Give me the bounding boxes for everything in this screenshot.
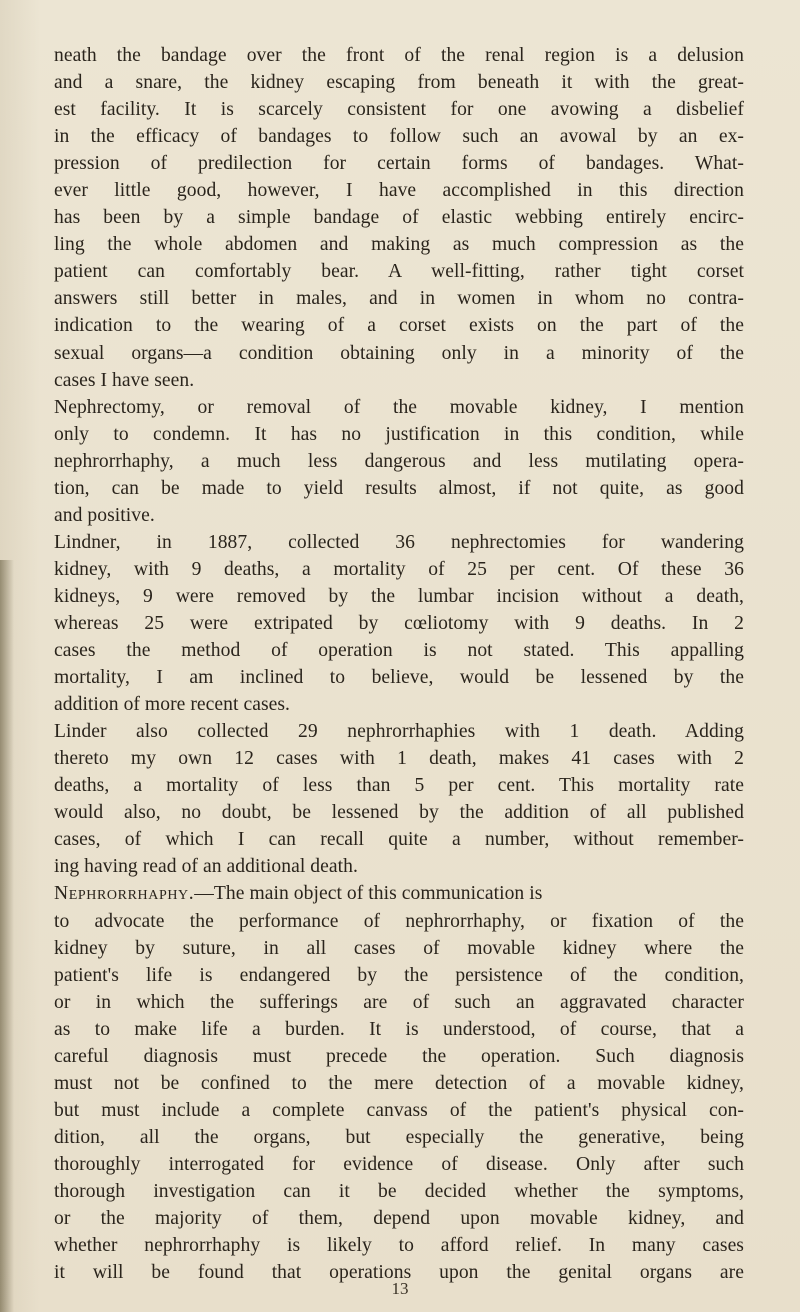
text-line: indication to the wearing of a corset exists on the part of the (54, 315, 744, 337)
text-line: ing having read of an additional death. (54, 856, 358, 878)
text-line: or in which the sufferings are of such an aggravated character (54, 991, 744, 1013)
text-line: has been by a simple bandage of elastic webbing entirely encirc- (54, 207, 744, 229)
page-edge-shadow (0, 560, 14, 1312)
text-line: addition of more recent cases. (54, 694, 290, 716)
text-line: in the efficacy of bandages to follow such an avowal by an ex- (54, 126, 744, 148)
text-line: dition, all the organs, but especially the generative, being (54, 1126, 744, 1148)
text-line: to advocate the performance of nephrorrhaphy, or fixation of the (54, 910, 744, 932)
text-line: kidney, with 9 deaths, a mortality of 25 per cent. Of these 36 (54, 558, 744, 580)
text-line: neath the bandage over the front of the renal region is a delusion (54, 45, 744, 66)
text-line: answers still better in males, and in women in whom no contra- (54, 288, 744, 310)
text-line: and a snare, the kidney escaping from beneath it with the great- (54, 72, 744, 94)
text-line: cases, of which I can recall quite a number, without remember- (54, 829, 744, 851)
text-line: would also, no doubt, be lessened by the addition of all published (54, 802, 744, 824)
page-number: 13 (391, 1279, 409, 1298)
section-heading: Nephrorrhaphy. (54, 883, 195, 905)
text-line: thorough investigation can it be decided whether the symptoms, (54, 1180, 744, 1202)
section-start-line (54, 880, 744, 907)
text-line: pression of predilection for certain forms of bandages. What- (54, 153, 744, 175)
text-line: cases I have seen. (54, 369, 195, 391)
text-line: est facility. It is scarcely consistent for one avowing a disbelief (54, 99, 744, 121)
text-line: kidneys, 9 were removed by the lumbar incision without a death, (54, 585, 744, 607)
text-line: only to condemn. It has no justification in this condition, while (54, 423, 744, 445)
text-line: or the majority of them, depend upon movable kidney, and (54, 1208, 744, 1230)
text-line: and positive. (54, 504, 155, 526)
text-line: ever little good, however, I have accomplished in this direction (54, 180, 744, 202)
text-line: thereto my own 12 cases with 1 death, makes 41 cases with 2 (54, 748, 744, 770)
text-line: must not be confined to the mere detection of a movable kidney, (54, 1072, 744, 1094)
text-line: cases the method of operation is not stated. This appalling (54, 640, 744, 662)
text-line: tion, can be made to yield results almost, if not quite, as good (54, 477, 744, 499)
body-text (54, 42, 744, 1286)
text-line: patient's life is endangered by the persistence of the condition, (54, 964, 744, 986)
paragraph-start-line: Lindner, in 1887, collected 36 nephrectomies for wandering (54, 531, 744, 553)
text-line: careful diagnosis must precede the operation. Such diagnosis (54, 1045, 744, 1067)
text-line: patient can comfortably bear. A well-fitting, rather tight corset (54, 261, 744, 283)
text-line: mortality, I am inclined to believe, would be lessened by the (54, 667, 744, 689)
text-line: deaths, a mortality of less than 5 per cent. This mortality rate (54, 775, 744, 797)
text-line: sexual organs—a condition obtaining only in a minority of the (54, 342, 744, 364)
paragraph-start-line: Linder also collected 29 nephrorrhaphies with 1 death. Adding (54, 721, 744, 743)
text-line: whether nephrorrhaphy is likely to afford relief. In many cases (54, 1235, 744, 1257)
text-line: ling the whole abdomen and making as much compression as the (54, 234, 744, 256)
text-line: as to make life a burden. It is understood, of course, that a (54, 1018, 744, 1040)
text-line: thoroughly interrogated for evidence of disease. Only after such (54, 1153, 744, 1175)
paragraph-start-line: Nephrectomy, or removal of the movable kidney, I mention (54, 396, 744, 418)
text-line: nephrorrhaphy, a much less dangerous and less mutilating opera- (54, 450, 744, 472)
text-line: kidney by suture, in all cases of movable kidney where the (54, 937, 744, 959)
text-line: whereas 25 were extripated by cœliotomy with 9 deaths. In 2 (54, 612, 744, 634)
text-line: it will be found that operations upon the genital organs are (54, 1262, 744, 1284)
section-start-text: —The main object of this communication is (194, 883, 543, 905)
text-line: but must include a complete canvass of the patient's physical con- (54, 1099, 744, 1121)
